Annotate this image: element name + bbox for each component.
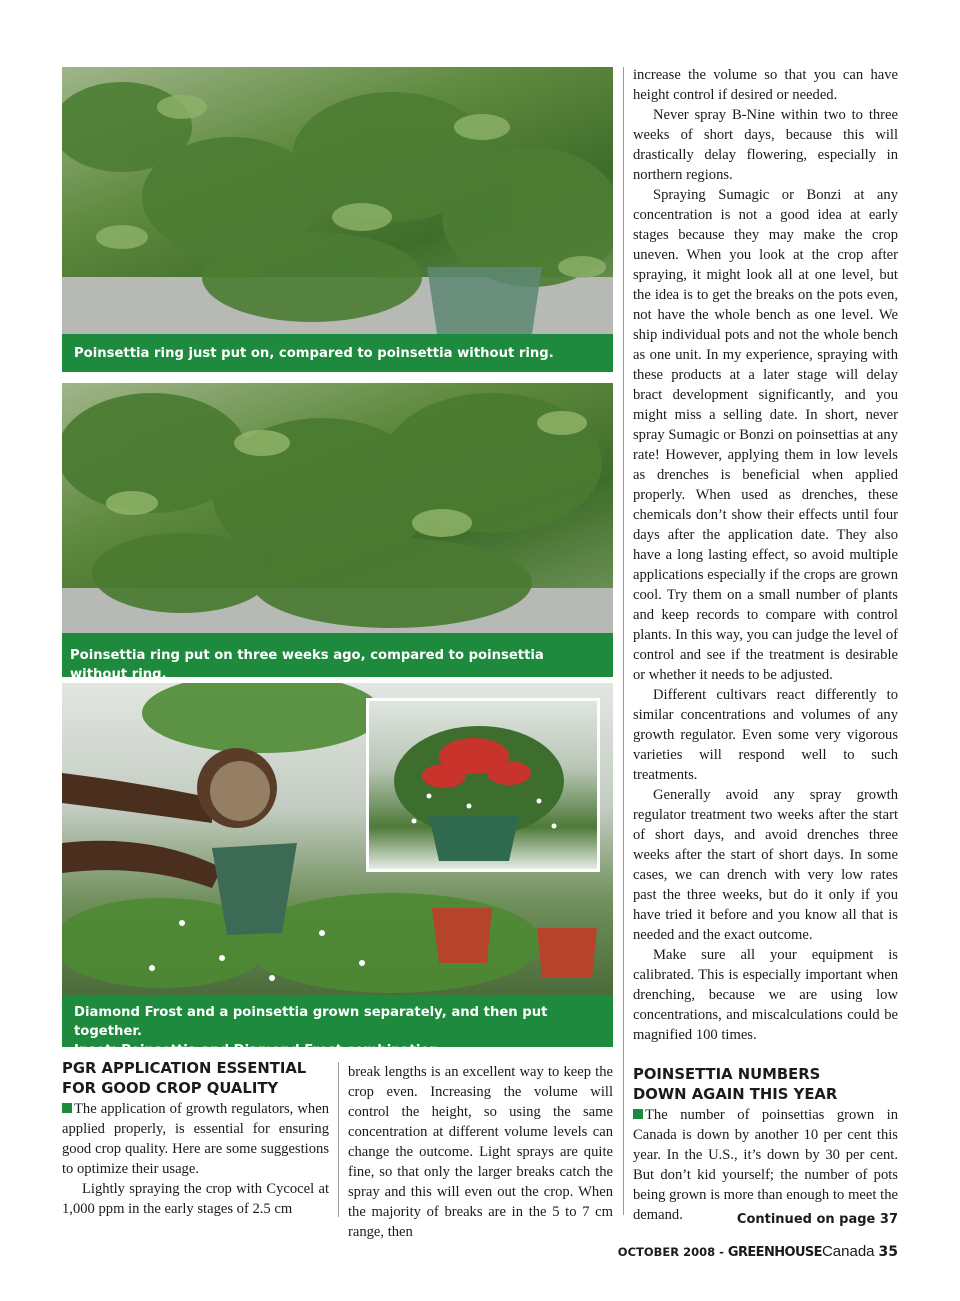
- page-footer: [618, 1243, 898, 1260]
- column-1: [62, 1059, 329, 1219]
- col3-paragraph-1: Never spray B-Nine within two to three weeks of short days, because this will drastically delay flowering, especially in northern regions.: [633, 107, 898, 183]
- photo-diamond-frost-poinsettia: [62, 683, 613, 995]
- inset-combination-graphic: [369, 701, 597, 869]
- poinsettia-leaves-graphic: [62, 67, 613, 334]
- page-number: 35: [878, 1244, 898, 1260]
- col3-paragraph-0: increase the volume so that you can have height control if desired or needed.: [633, 67, 898, 103]
- col1-paragraph-1: [62, 1099, 329, 1179]
- col1-paragraph-1-text: The application of growth regulators, when applied properly, is essential for ensuring good crop quality. Here are some suggestions to optimize their usage.: [62, 1101, 329, 1177]
- heading-poinsettia-line2: DOWN AGAIN THIS YEAR: [633, 1086, 838, 1103]
- column-divider-1: [338, 1062, 339, 1217]
- photo-poinsettia-ring-new: [62, 67, 613, 334]
- photo3-caption-line2: Inset: Poinsettia and Diamond Frost combination.: [74, 1043, 444, 1058]
- photo3-caption-line1: Diamond Frost and a poinsettia grown separately, and then put together.: [74, 1005, 548, 1039]
- col3-paragraph-6: [633, 1105, 898, 1225]
- footer-brand: GREENHOUSE: [727, 1245, 822, 1260]
- photo2-caption-text: Poinsettia ring put on three weeks ago, compared to poinsettia without ring.: [70, 648, 544, 682]
- photo3-caption: [62, 995, 613, 1058]
- photo2-caption: [62, 633, 613, 682]
- column-2: [348, 1062, 613, 1242]
- inset-photo-combination: [366, 698, 600, 872]
- col3-paragraph-2: Spraying Sumagic or Bonzi at any concentration is not a good idea at early stages because they may make the crop uneven. When you look at the crop after spraying, it might look all at one level, but the idea is to get the breaks on the pots even, not have the whole bench as one level. We ship individual pots and not the whole bench as one unit. In my experience, spraying with these products at a later stage will delay bract development significantly, and you might miss a selling date. In short, never spray Sumagic or Bonzi on poinsettias at any rate! However, applying them in low levels as drenches is beneficial when applied properly. When used as drenches, these chemicals don’t show their effects until four days after the application date. They also have a long lasting effect, so avoid multiple applications especially if the crops are grown cool. Try them on a small number of plants and keep records to compare with control plants. In this way, you can judge the level of control and see if the treatment is desirable or whether it needs to be adjusted.: [633, 187, 898, 683]
- photo1-caption: [62, 334, 613, 372]
- footer-month: OCTOBER 2008 -: [617, 1245, 728, 1259]
- col3-paragraph-5: Make sure all your equipment is calibrated. This is especially important when drenching, because we are using low concentrations, and miscalculations could be magnified 100 times.: [633, 947, 898, 1043]
- col3-paragraph-4: Generally avoid any spray growth regulator treatment two weeks after the start of short days, and avoid drenches three weeks after the start of short days. In some cases, we can drench with very low rates past the three weeks, but do it only if you have tried it before and you know all that is needed and the exact outcome.: [633, 787, 898, 943]
- photo-poinsettia-ring-three-weeks: [62, 383, 613, 633]
- section-square-icon-2: [633, 1109, 643, 1119]
- footer-brand-canada: Canada: [821, 1243, 875, 1260]
- col3-paragraph-6-text: The number of poinsettias grown in Canada is down by another 10 per cent this year. In the U.S., it’s down by 30 per cent. But don’t kid yourself; the number of pots being grown is more than enough to meet the demand.: [633, 1107, 898, 1223]
- heading-pgr-line1: PGR APPLICATION ESSENTIAL: [62, 1060, 307, 1077]
- col3-paragraph-3: Different cultivars react differently to similar concentrations and volumes of any growth regulator. Even some very vigorous varieties will respond well to such treatments.: [633, 687, 898, 783]
- column-3: [633, 65, 898, 1225]
- continued-on-page: Continued on page 37: [736, 1212, 898, 1227]
- section-square-icon: [62, 1103, 72, 1113]
- photo1-caption-text: Poinsettia ring just put on, compared to poinsettia without ring.: [74, 346, 554, 361]
- col1-paragraph-2: Lightly spraying the crop with Cycocel at 1,000 ppm in the early stages of 2.5 cm: [62, 1181, 329, 1217]
- column-divider-2: [623, 67, 624, 1215]
- poinsettia-leaves-graphic-2: [62, 383, 613, 633]
- heading-pgr-line2: FOR GOOD CROP QUALITY: [62, 1080, 279, 1097]
- col2-paragraph-1: break lengths is an excellent way to keep the crop even. Increasing the volume will control the height, so using the same concentration at different volume levels can change the outcome. Light sprays are quite fine, so that only the larger breaks catch the spray and this will even out the crop. When the majority of breaks are in the 5 to 7 cm range, then: [348, 1064, 613, 1240]
- heading-poinsettia-line1: POINSETTIA NUMBERS: [633, 1066, 821, 1083]
